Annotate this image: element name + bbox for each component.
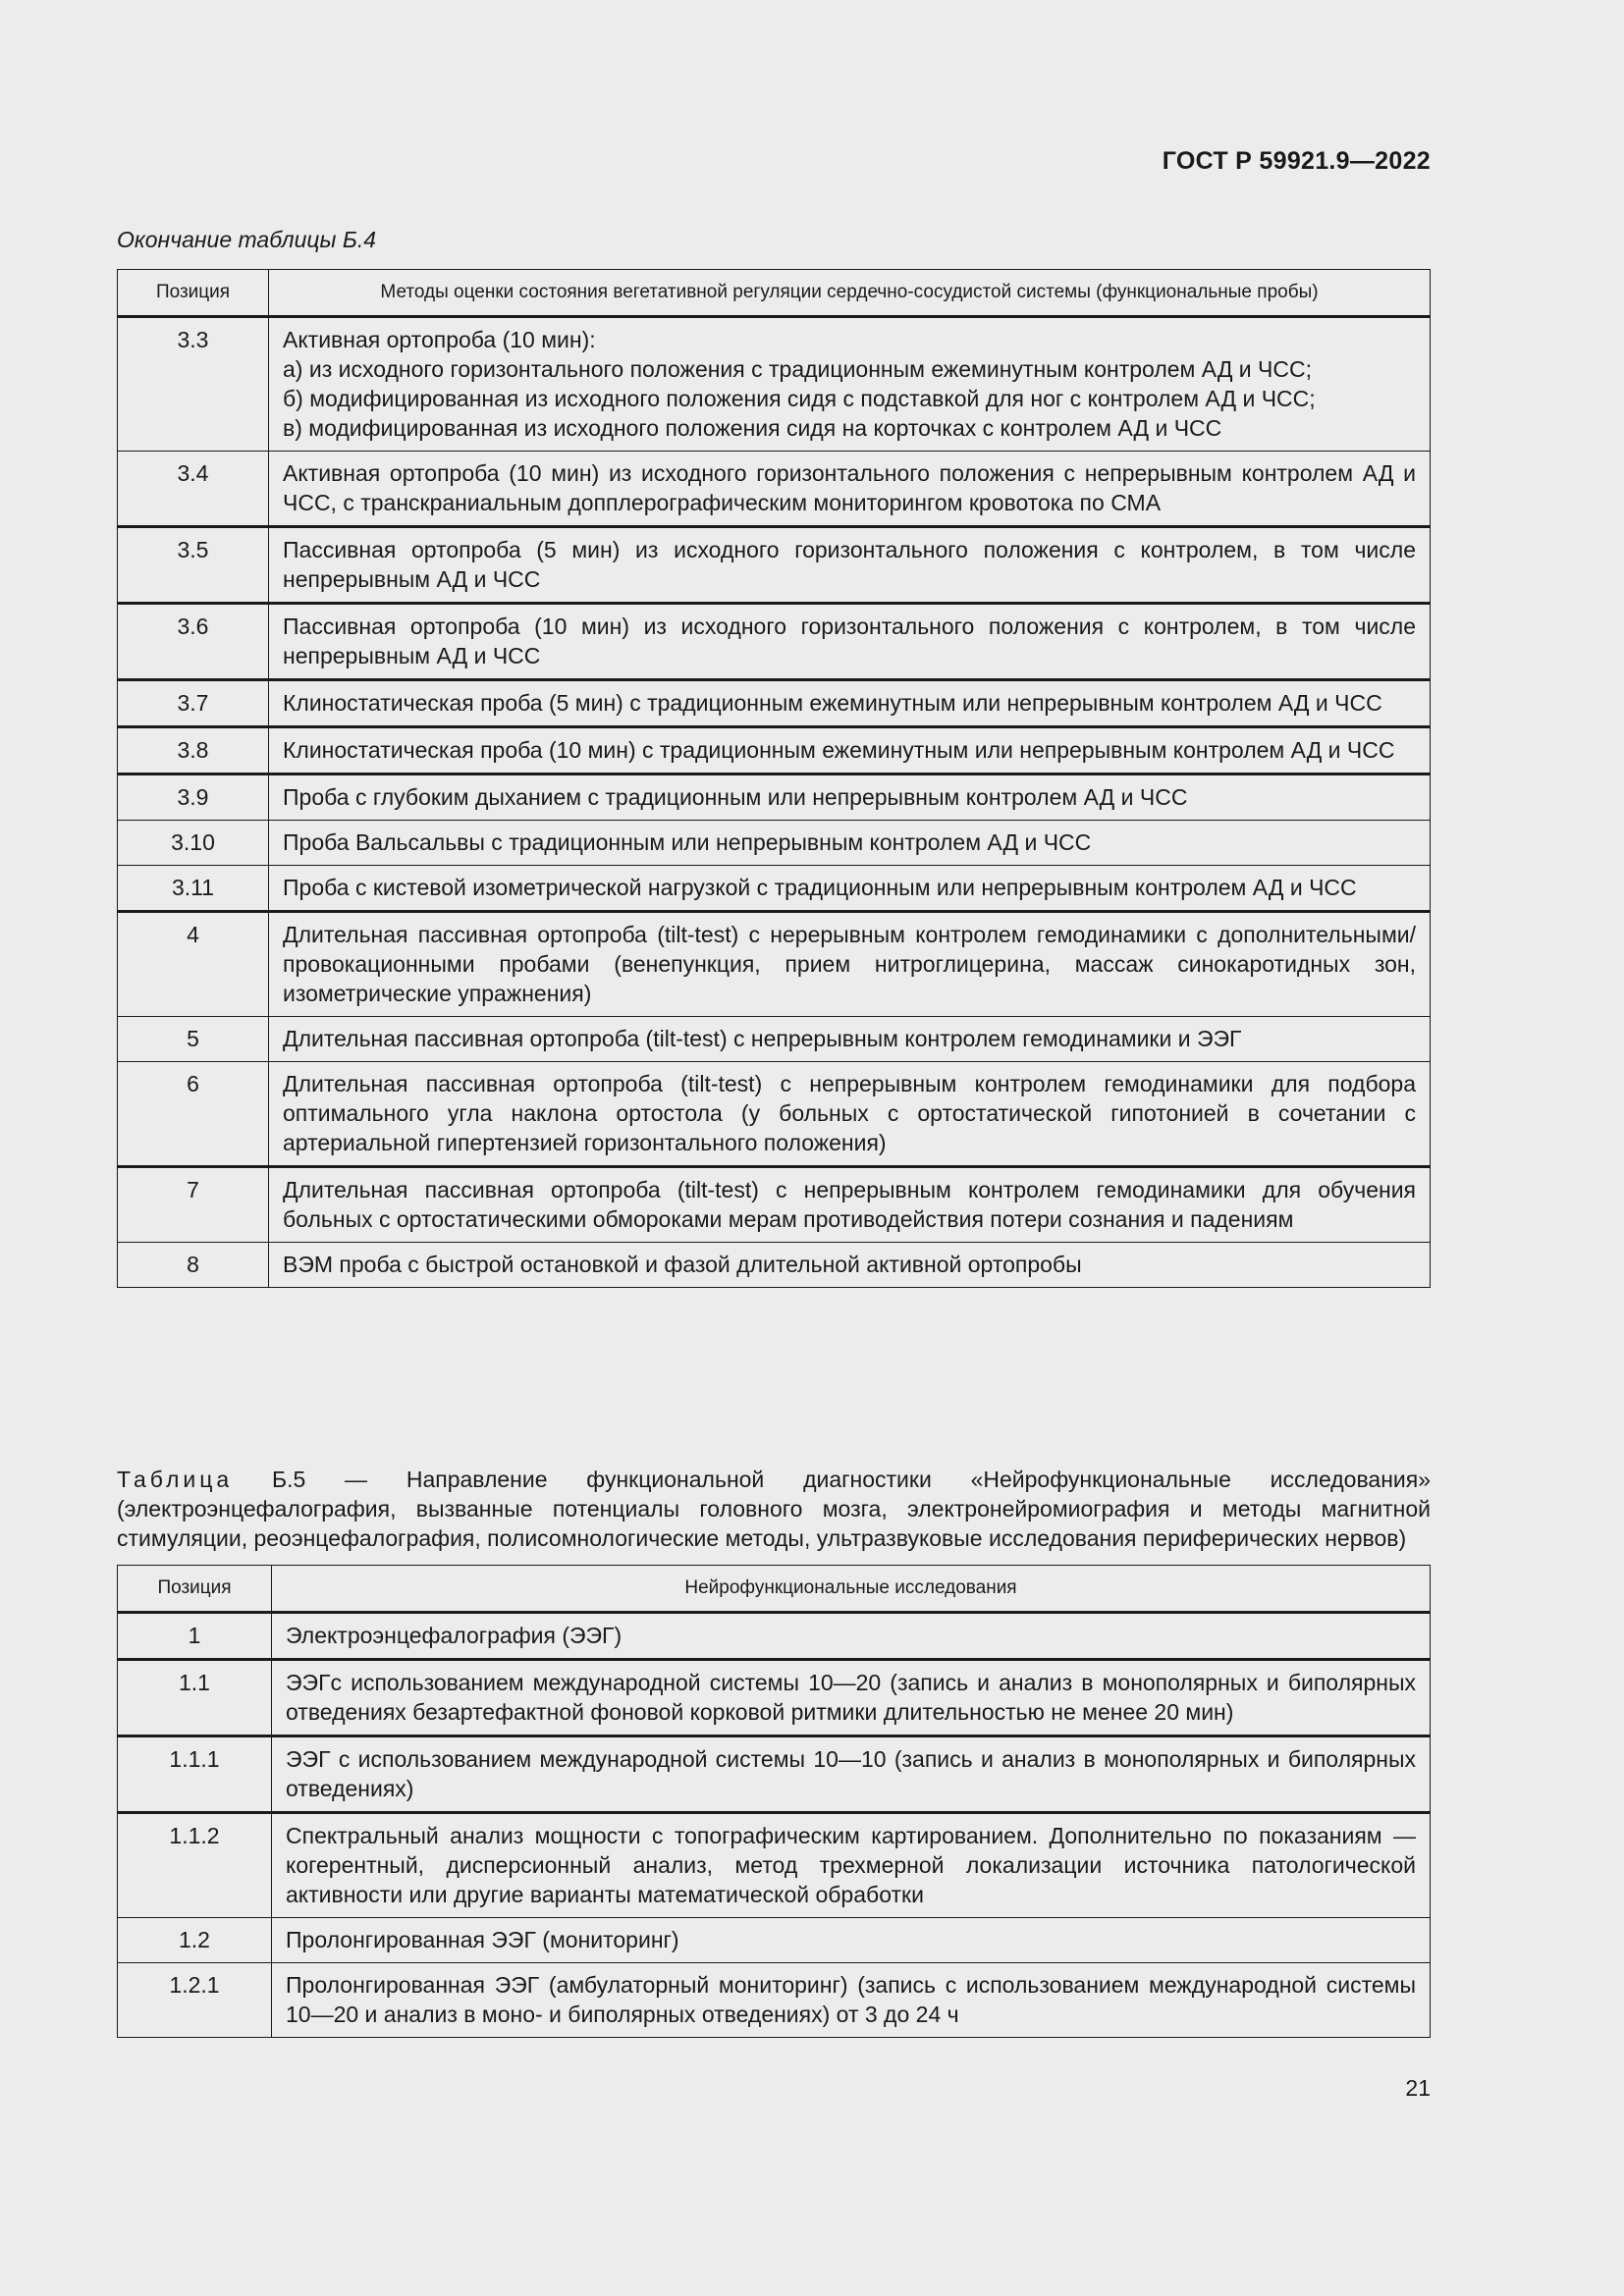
- row-description-line: ВЭМ проба с быстрой остановкой и фазой длительной активной ортопробы: [283, 1252, 1082, 1277]
- row-position: 3.7: [118, 680, 269, 727]
- row-description: [269, 680, 1431, 727]
- row-description: [272, 1918, 1431, 1963]
- table-b5-caption-lead: Таблица: [117, 1467, 234, 1492]
- row-position: 7: [118, 1167, 269, 1243]
- row-position: 1.1: [118, 1660, 272, 1736]
- row-description: [272, 1813, 1431, 1918]
- table-row: [118, 821, 1431, 866]
- table-row: [118, 912, 1431, 1017]
- table-b4-header-row: [118, 270, 1431, 317]
- document-code: ГОСТ Р 59921.9—2022: [1162, 147, 1431, 175]
- table-row: [118, 1062, 1431, 1167]
- table-row: [118, 1167, 1431, 1243]
- row-description-line: Проба Вальсальвы с традиционным или непрерывным контролем АД и ЧСС: [283, 829, 1092, 855]
- table-row: [118, 1963, 1431, 2038]
- row-description-line: Проба с глубоким дыханием с традиционным или непрерывным контролем АД и ЧСС: [283, 784, 1188, 810]
- table-row: [118, 317, 1431, 452]
- row-position: 3.3: [118, 317, 269, 452]
- row-description-line: Клиностатическая проба (5 мин) с традиционным ежеминутным или непрерывным контролем АД и ЧСС: [283, 690, 1382, 716]
- row-position: 5: [118, 1017, 269, 1062]
- row-description: [269, 604, 1431, 680]
- row-description: [272, 1613, 1431, 1660]
- row-description-line: Длительная пассивная ортопроба (tilt-test) с непрерывным контролем гемодинамики для обучения больных с ортостатическими обмороками мерам противодействия потери сознания и падениям: [283, 1177, 1416, 1232]
- row-description-line: Активная ортопроба (10 мин):: [283, 327, 596, 352]
- table-b5-caption: [117, 1465, 1431, 1553]
- row-description-line: Длительная пассивная ортопроба (tilt-test) с нерерывным контролем гемодинамики с дополнительными/провокационными пробами (венепункция, прием нитроглицерина, массаж синокаротидных зон, изометрические упражнения): [283, 922, 1416, 1006]
- row-description-line: Пассивная ортопроба (5 мин) из исходного горизонтального положения с контролем, в том числе непрерывным АД и ЧСС: [283, 537, 1416, 592]
- row-position: 1.1.2: [118, 1813, 272, 1918]
- row-position: 1.2: [118, 1918, 272, 1963]
- table-row: [118, 1243, 1431, 1288]
- table-b5: [117, 1565, 1431, 2038]
- row-description-line: Спектральный анализ мощности с топографическим картированием. Дополнительно по показаниям — когерентный, дисперсионный анализ, метод трехмерной локализации источника патологической активности или другие варианты математической обработки: [286, 1823, 1416, 1907]
- row-position: 3.10: [118, 821, 269, 866]
- row-position: 4: [118, 912, 269, 1017]
- row-description-line: ЭЭГс использованием международной системы 10—20 (запись и анализ в монополярных и биполярных отведениях безартефактной фоновой корковой ритмики длительностью не менее 20 мин): [286, 1670, 1416, 1725]
- row-description-line: Пролонгированная ЭЭГ (мониторинг): [286, 1927, 679, 1952]
- row-description: [269, 1167, 1431, 1243]
- table-row: [118, 1613, 1431, 1660]
- table-b5-caption-text: Б.5 — Направление функциональной диагностики «Нейрофункциональные исследования» (электроэнцефалография, вызванные потенциалы головного мозга, электронейромиография и методы магнитной стимуляции, реоэнцефалография, полисомнологические методы, ультразвуковые исследования периферических нервов): [117, 1467, 1431, 1551]
- row-description-line: Клиностатическая проба (10 мин) с традиционным ежеминутным или непрерывным контролем АД и ЧСС: [283, 737, 1395, 763]
- table-b4: [117, 269, 1431, 1288]
- row-position: 3.11: [118, 866, 269, 912]
- table-row: [118, 452, 1431, 527]
- row-description: [272, 1736, 1431, 1813]
- row-description: [269, 912, 1431, 1017]
- row-position: 8: [118, 1243, 269, 1288]
- row-description: [269, 821, 1431, 866]
- table-row: [118, 1736, 1431, 1813]
- row-description-line: Пассивная ортопроба (10 мин) из исходного горизонтального положения с контролем, в том числе непрерывным АД и ЧСС: [283, 614, 1416, 668]
- row-description: [269, 452, 1431, 527]
- row-description: [269, 774, 1431, 821]
- table-b4-column-position: Позиция: [118, 270, 269, 317]
- row-description: [272, 1963, 1431, 2038]
- table-row: [118, 1918, 1431, 1963]
- table-row: [118, 1660, 1431, 1736]
- row-description-line: Проба с кистевой изометрической нагрузкой с традиционным или непрерывным контролем АД и ЧСС: [283, 875, 1357, 900]
- row-description-line: Длительная пассивная ортопроба (tilt-test) с непрерывным контролем гемодинамики и ЭЭГ: [283, 1026, 1242, 1051]
- table-row: [118, 727, 1431, 774]
- table-b5-column-position: Позиция: [118, 1566, 272, 1613]
- row-description-line: Электроэнцефалография (ЭЭГ): [286, 1623, 623, 1648]
- row-position: 1: [118, 1613, 272, 1660]
- row-position: 3.9: [118, 774, 269, 821]
- table-b5-header-row: [118, 1566, 1431, 1613]
- row-position: 1.2.1: [118, 1963, 272, 2038]
- row-description: [269, 317, 1431, 452]
- row-description-line: ЭЭГ с использованием международной системы 10—10 (запись и анализ в монополярных и биполярных отведениях): [286, 1746, 1416, 1801]
- row-description: [269, 866, 1431, 912]
- row-description-line: в) модифицированная из исходного положения сидя на корточках с контролем АД и ЧСС: [283, 415, 1222, 441]
- table-b4-continuation-label: Окончание таблицы Б.4: [117, 227, 377, 252]
- row-description: [269, 1062, 1431, 1167]
- table-b4-body: [118, 317, 1431, 1288]
- row-position: 1.1.1: [118, 1736, 272, 1813]
- row-position: 3.5: [118, 527, 269, 604]
- page-number: 21: [1405, 2075, 1431, 2101]
- table-row: [118, 604, 1431, 680]
- table-row: [118, 1813, 1431, 1918]
- table-row: [118, 1017, 1431, 1062]
- row-description: [269, 727, 1431, 774]
- row-description: [269, 1243, 1431, 1288]
- row-position: 3.4: [118, 452, 269, 527]
- row-description-line: а) из исходного горизонтального положения с традиционным ежеминутным контролем АД и ЧСС;: [283, 356, 1312, 382]
- table-b4-column-methods: Методы оценки состояния вегетативной регуляции сердечно-сосудистой системы (функциональные пробы): [269, 270, 1431, 317]
- table-b5-column-studies: Нейрофункциональные исследования: [272, 1566, 1431, 1613]
- row-description-line: Длительная пассивная ортопроба (tilt-test) с непрерывным контролем гемодинамики для подбора оптимального угла наклона ортостола (у больных с ортостатической гипотонией в сочетании с артериальной гипертензией горизонтального положения): [283, 1071, 1416, 1155]
- table-row: [118, 774, 1431, 821]
- row-description-line: Пролонгированная ЭЭГ (амбулаторный мониторинг) (запись с использованием международной системы 10—20 и анализ в моно- и биполярных отведениях) от 3 до 24 ч: [286, 1972, 1416, 2027]
- row-description: [272, 1660, 1431, 1736]
- row-position: 3.6: [118, 604, 269, 680]
- table-row: [118, 527, 1431, 604]
- row-description-line: б) модифицированная из исходного положения сидя с подставкой для ног с контролем АД и ЧСС;: [283, 386, 1316, 411]
- row-description: [269, 1017, 1431, 1062]
- row-description: [269, 527, 1431, 604]
- row-position: 6: [118, 1062, 269, 1167]
- table-row: [118, 866, 1431, 912]
- table-b5-body: [118, 1613, 1431, 2038]
- table-row: [118, 680, 1431, 727]
- row-position: 3.8: [118, 727, 269, 774]
- row-description-line: Активная ортопроба (10 мин) из исходного горизонтального положения с непрерывным контролем АД и ЧСС, с транскраниальным допплерографическим мониторингом кровотока по СМА: [283, 460, 1416, 515]
